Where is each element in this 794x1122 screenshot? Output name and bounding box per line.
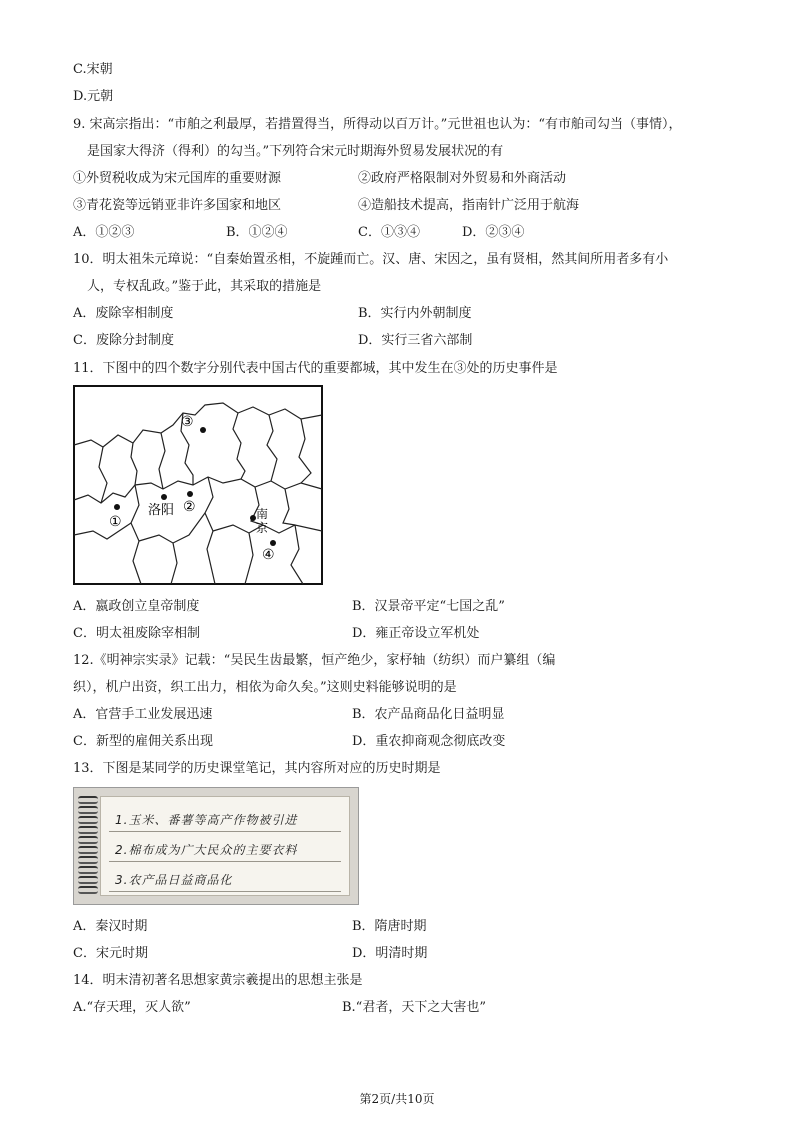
- question-10-line2: 人，专权乱政。”鉴于此，其采取的措施是: [87, 279, 322, 294]
- spiral-ring: [78, 796, 98, 804]
- question-14: 14．明末清初著名思想家黄宗羲提出的思想主张是: [73, 973, 363, 988]
- q13-choice-d: D．明清时期: [352, 946, 428, 961]
- map-marker-4: ④: [262, 547, 275, 563]
- question-9-line1: 9. 宋高宗指出：“市舶之利最厚，若措置得当，所得动以百万计。”元世祖也认为：“有市舶司勾当（事情），: [73, 117, 682, 132]
- q11-choice-d: D．雍正帝设立军机处: [352, 626, 480, 641]
- option-d-yuan: D.元朝: [73, 89, 114, 104]
- q12-choice-a: A．官营手工业发展迅速: [73, 707, 213, 722]
- q13-choice-a: A．秦汉时期: [73, 919, 148, 934]
- q9-statement-1: ①外贸税收成为宋元国库的重要财源: [73, 171, 282, 186]
- note-line-1: 1.玉米、番薯等高产作物被引进: [115, 813, 298, 827]
- question-9-line2: 是国家大得济（得利）的勾当。”下列符合宋元时期海外贸易发展状况的有: [87, 144, 504, 159]
- note-rule: [109, 891, 341, 892]
- note-line-2: 2.棉布成为广大民众的主要衣料: [115, 843, 298, 857]
- q9-statement-4: ④造船技术提高，指南针广泛用于航海: [358, 198, 580, 213]
- page-footer: 第2页/共10页: [359, 1092, 435, 1106]
- map-label-luoyang: 洛阳: [148, 503, 175, 518]
- q10-choice-d: D．实行三省六部制: [358, 333, 473, 348]
- q9-choice-b: B．①②④: [226, 225, 288, 240]
- spiral-ring: [78, 846, 98, 854]
- spiral-ring: [78, 856, 98, 864]
- spiral-ring: [78, 876, 98, 884]
- q9-statement-2: ②政府严格限制对外贸易和外商活动: [358, 171, 567, 186]
- q11-choice-a: A．嬴政创立皇帝制度: [73, 599, 200, 614]
- class-notes-image: [73, 787, 359, 905]
- q11-choice-b: B．汉景帝平定“七国之乱”: [352, 599, 505, 614]
- q9-choice-a: A．①②③: [73, 225, 135, 240]
- map-marker-1: ①: [109, 514, 122, 530]
- map-marker-3: ③: [181, 414, 194, 430]
- note-rule: [109, 861, 341, 862]
- q12-choice-d: D．重农抑商观念彻底改变: [352, 734, 506, 749]
- map-label-nan: 南: [256, 507, 269, 521]
- q14-choice-a: A.“存天理，灭人欲”: [73, 1000, 191, 1015]
- spiral-ring: [78, 886, 98, 894]
- q10-choice-a: A．废除宰相制度: [73, 306, 174, 321]
- note-line-3: 3.农产品日益商品化: [115, 873, 233, 887]
- spiral-ring: [78, 826, 98, 834]
- map-label-jing: 京: [256, 521, 269, 535]
- q9-choice-c: C．①③④: [358, 225, 420, 240]
- q13-choice-c: C．宋元时期: [73, 946, 148, 961]
- q12-choice-b: B．农产品商品化日益明显: [352, 707, 505, 722]
- spiral-ring: [78, 866, 98, 874]
- option-c-song: C.宋朝: [73, 62, 113, 77]
- question-11: 11．下图中的四个数字分别代表中国古代的重要都城，其中发生在③处的历史事件是: [73, 361, 558, 376]
- question-12-line2: 织），机户出资，织工出力，相依为命久矣。”这则史料能够说明的是: [73, 680, 457, 695]
- q11-choice-c: C．明太祖废除宰相制: [73, 626, 200, 641]
- question-12-line1: 12.《明神宗实录》记载：“吴民生齿最繁，恒产绝少，家杼轴（纺织）而户纂组（编: [73, 653, 556, 668]
- spiral-ring: [78, 836, 98, 844]
- q10-choice-b: B．实行内外朝制度: [358, 306, 472, 321]
- notebook-page: [100, 796, 350, 896]
- note-rule: [109, 831, 341, 832]
- q13-choice-b: B．隋唐时期: [352, 919, 427, 934]
- ancient-capitals-map: [73, 385, 323, 585]
- q9-choice-d: D．②③④: [462, 225, 525, 240]
- q9-statement-3: ③青花瓷等远销亚非许多国家和地区: [73, 198, 282, 213]
- question-13: 13．下图是某同学的历史课堂笔记，其内容所对应的历史时期是: [73, 761, 441, 776]
- map-marker-2: ②: [183, 499, 196, 515]
- spiral-ring: [78, 806, 98, 814]
- q12-choice-c: C．新型的雇佣关系出现: [73, 734, 213, 749]
- q10-choice-c: C．废除分封制度: [73, 333, 174, 348]
- spiral-ring: [78, 816, 98, 824]
- question-10-line1: 10．明太祖朱元璋说：“自秦始置丞相，不旋踵而亡。汉、唐、宋因之，虽有贤相，然其间所用者多有小: [73, 252, 669, 267]
- q14-choice-b: B.“君者，天下之大害也”: [342, 1000, 486, 1015]
